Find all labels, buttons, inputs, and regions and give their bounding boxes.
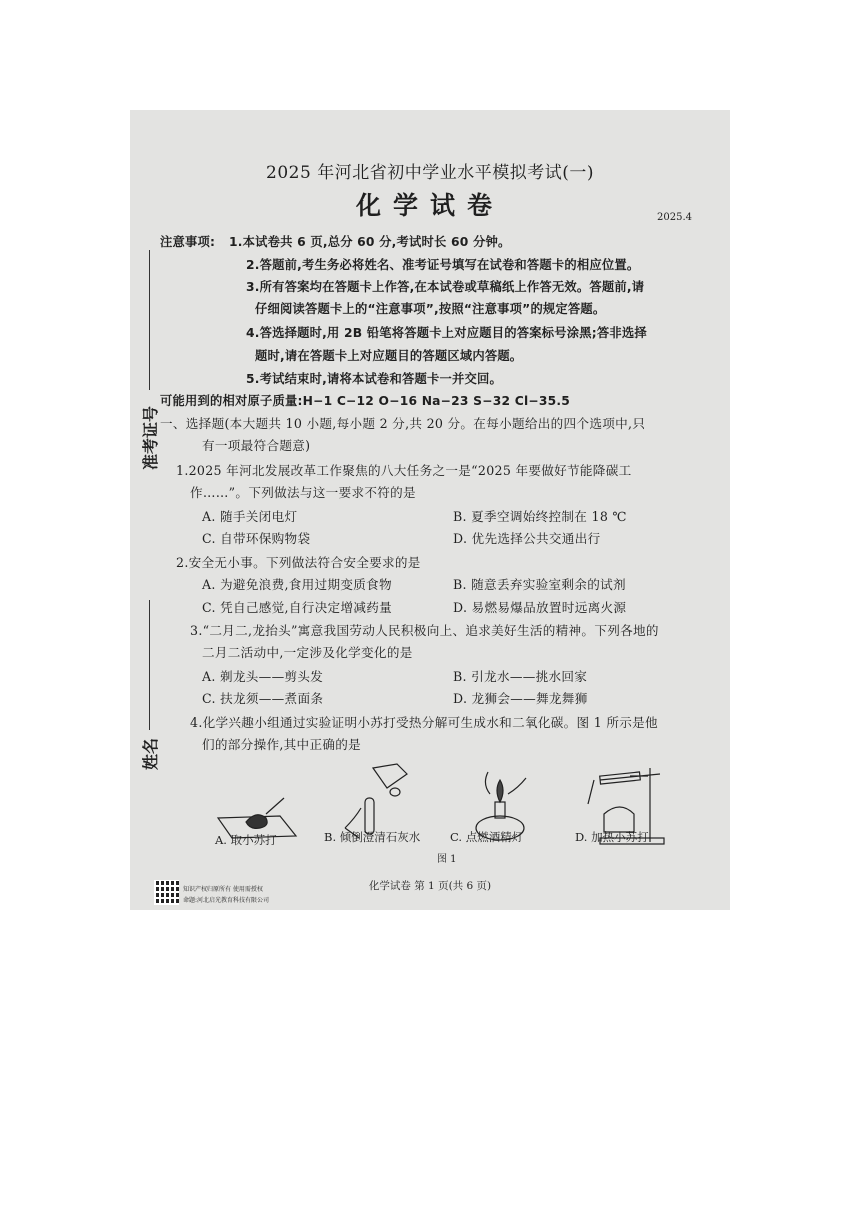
atomic-mass-line: 可能用到的相对原子质量:H−1 C−12 O−16 Na−23 S−32 Cl−35.5 — [160, 394, 571, 408]
question-1-option-c: C. 自带环保购物袋 — [202, 531, 311, 546]
name-label: 姓名 — [141, 737, 160, 770]
question-3-option-a: A. 剃龙头——剪头发 — [202, 669, 324, 684]
footer-publisher: 命题:河北启光教育科技有限公司 — [183, 897, 270, 904]
question-2-option-a: A. 为避免浪费,食用过期变质食物 — [202, 577, 392, 592]
exam-title: 2025 年河北省初中学业水平模拟考试(一) — [266, 163, 594, 183]
note-item: 3.所有答案均在答题卡上作答,在本试卷或草稿纸上作答无效。答题前,请 — [246, 280, 645, 294]
question-3-stem: 3.“二月二,龙抬头”寓意我国劳动人民积极向上、追求美好生活的精神。下列各地的 — [190, 623, 659, 638]
note-item: 题时,请在答题卡上对应题目的答题区域内答题。 — [255, 349, 523, 363]
footer-page-info: 化学试卷 第 1 页(共 6 页) — [368, 880, 492, 892]
question-1-stem: 1.2025 年河北发展改革工作聚焦的八大任务之一是“2025 年要做好节能降碳工 — [176, 463, 632, 478]
question-3-option-b: B. 引龙水——挑水回家 — [453, 669, 588, 684]
question-3-option-d: D. 龙狮会——舞龙舞狮 — [453, 691, 588, 706]
note-item: 5.考试结束时,请将本试卷和答题卡一并交回。 — [246, 372, 502, 386]
question-3-option-c: C. 扶龙须——煮面条 — [202, 691, 324, 706]
exam-id-label: 准考证号 — [141, 405, 160, 470]
pouring-reagent-icon — [345, 764, 407, 838]
question-4-stem: 4.化学兴趣小组通过实验证明小苏打受热分解可生成水和二氧化碳。图 1 所示是他 — [190, 715, 658, 730]
question-2-option-b: B. 随意丢弃实验室剩余的试剂 — [453, 577, 626, 592]
note-item: 1.本试卷共 6 页,总分 60 分,考试时长 60 分钟。 — [229, 235, 511, 249]
name-line — [149, 600, 150, 730]
figure-1-label-b: B. 倾倒澄清石灰水 — [324, 830, 421, 844]
note-item: 4.答选择题时,用 2B 铅笔将答题卡上对应题目的答案标号涂黑;答非选择 — [246, 326, 647, 340]
figure-1-label-c: C. 点燃酒精灯 — [450, 830, 524, 844]
question-1-option-a: A. 随手关闭电灯 — [202, 509, 298, 524]
question-1-stem-cont: 作……”。下列做法与这一要求不符的是 — [190, 485, 416, 500]
section-heading-cont: 有一项最符合题意) — [202, 438, 311, 453]
figure-1-label-d: D. 加热小苏打 — [575, 830, 649, 844]
exam-id-line — [149, 250, 150, 390]
question-2-stem: 2.安全无小事。下列做法符合安全要求的是 — [176, 555, 421, 570]
question-2-option-d: D. 易燃易爆品放置时远离火源 — [453, 600, 627, 615]
exam-date: 2025.4 — [657, 212, 692, 223]
footer-copyright: 知识产权归原所有 使用需授权 — [183, 886, 263, 893]
figure-1-caption: 图 1 — [437, 854, 457, 865]
figure-1-label-a: A. 取小苏打 — [215, 833, 277, 847]
note-item: 2.答题前,考生务必将姓名、准考证号填写在试卷和答题卡的相应位置。 — [246, 258, 640, 272]
paper-title: 化学试卷 — [355, 191, 504, 220]
question-1-option-d: D. 优先选择公共交通出行 — [453, 531, 601, 546]
question-1-option-b: B. 夏季空调始终控制在 18 ℃ — [453, 509, 627, 524]
note-item: 仔细阅读答题卡上的“注意事项”,按照“注意事项”的规定答题。 — [255, 302, 606, 316]
exam-paper — [130, 110, 730, 910]
question-3-stem-cont: 二月二活动中,一定涉及化学变化的是 — [202, 645, 413, 660]
question-2-option-c: C. 凭自己感觉,自行决定增减药量 — [202, 600, 393, 615]
section-heading: 一、选择题(本大题共 10 小题,每小题 2 分,共 20 分。在每小题给出的四个选项中,只 — [160, 416, 646, 431]
notes-label: 注意事项: — [160, 235, 216, 249]
question-4-stem-cont: 们的部分操作,其中正确的是 — [202, 737, 362, 752]
